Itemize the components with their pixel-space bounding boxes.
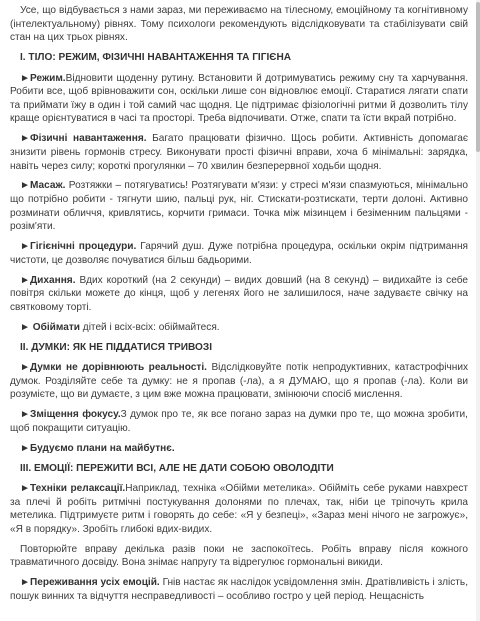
item-emotions: [10, 576, 468, 603]
item-lead: ►Фізичні навантаження.: [20, 133, 147, 145]
item-text: Наприклад, техніка «Обійми метелика». Обійміть себе руками навхрест за плечі й робіть ритмічні постукування долонями по плечах, так, ніби це тріпочуть крила метелика. Підтримуєте ритм і говорять до себе: «Я у безпеці», «Зараз мені нічого не загрожує», «Я в порядку». Зробіть глибокі вдих-видих.: [10, 483, 468, 535]
item-relaxation: [10, 482, 468, 536]
item-text: Гарячий душ. Дуже потрібна процедура, оскільки окрім підтримання чистоти, це дозволяє почуватися більш бадьорими.: [10, 241, 468, 266]
item-plans: [10, 442, 468, 456]
item-physical-activity: [10, 132, 468, 173]
item-text: Відслідковуйте потік непродуктивних, катастрофічних думок. Розділяйте себе та думку: не я пропав (-ла), а я ДУМАЮ, що я пропав (-ла). Коли ви розумієте, що ви думаєте, з цим вже можна працювати, змінюючи спосіб мислення.: [10, 362, 469, 401]
item-breathing: [10, 274, 468, 315]
item-text: З думок про те, як все погано зараз на думки про те, що можна зробити, щоб покращити ситуацію.: [10, 409, 468, 434]
item-lead: ►Гігієнічні процедури.: [20, 241, 137, 253]
item-text: Відновити щоденну рутину. Встановити й дотримуватись режиму сну та харчування. Робити все, щоб врівноважити сон, оскільки лише сон відновлює емоції. Старатися лягати спати та приймати їжу в один і той самий час щодня. Це підтримає фізіологічні ритми й дозволить тілу краще орієнтуватися в часі та просторі. Треба відпочивати. Отже, спати та їсти вкрай потрібно.: [10, 72, 468, 125]
paragraph-text: Повторюйте вправу декілька разів поки не заспокоїтесь. Робіть вправу після кожного травматичного досвіду. Вона знімає напругу та відрегулює гормональні викиди.: [10, 543, 468, 569]
item-lead: ►Думки не дорівнюють реальності.: [20, 362, 207, 374]
section-heading-emotions: ІІІ. ЕМОЦІЇ: ПЕРЕЖИТИ ВСІ, АЛЕ НЕ ДАТИ СОБОЮ ОВОЛОДІТИ: [20, 462, 334, 474]
item-lead: ►Режим.: [20, 72, 66, 84]
item-regime: [10, 72, 468, 126]
item-lead: ►Техніки релаксації.: [20, 483, 126, 495]
vertical-scrollbar[interactable]: [476, 0, 480, 621]
item-focus-shift: [10, 408, 468, 435]
item-thoughts-reality: [10, 361, 468, 402]
item-lead: ►Масаж.: [20, 180, 66, 192]
scrollbar-thumb[interactable]: [476, 2, 480, 152]
item-text: Гнів настає як наслідок усвідомлення змін. Дратівливість і злість, пошук винних та відчуття несправедливості – особливо гостро у цей період. Нещасність: [10, 577, 468, 602]
item-lead: ►Зміщення фокусу.: [20, 409, 121, 421]
repeat-paragraph: [10, 543, 468, 570]
item-massage: [10, 179, 468, 233]
item-lead: ►Будуємо плани на майбутнє.: [20, 442, 175, 454]
item-lead: ►Дихання.: [20, 274, 76, 286]
item-hugs: [10, 321, 468, 335]
item-text: Вдих короткий (на 2 секунди) – видих довший (на 8 секунд) – видихайте із себе повітря скільки можете до кінця, щоб у легенях його не залишилося, наче задуваєте свічку на святковому торті.: [10, 274, 468, 313]
item-lead: ► Обіймати: [20, 321, 80, 333]
item-lead: ►Переживання усіх емоцій.: [20, 577, 160, 589]
section-heading-body: І. ТІЛО: РЕЖИМ, ФІЗИЧНІ НАВАНТАЖЕННЯ ТА ГІГІЄНА: [20, 52, 292, 64]
item-hygiene: [10, 240, 468, 267]
intro-paragraph: [10, 4, 468, 45]
intro-text: Усе, що відбувається з нами зараз, ми переживаємо на тілесному, емоційному та когнітивному (інтелектуальному) рівнях. Тому психологи рекомендують відслідковувати та стабілізувати свій стан на цих трьох рівнях.: [10, 5, 468, 44]
item-text: Багато працювати фізично. Щось робити. Активність допомагає знизити рівень гормонів стресу. Виконувати прості фізичні вправи, хоча б мінімальні: зарядка, навіть через силу; короткі прогулянки – 70 хвилин безперервної ходьби щодня.: [10, 133, 468, 172]
item-text: Розтяжки – потягуватись! Розтягувати м'язи: у стресі м'язи спазмуються, мінімально що потрібно робити - тягнути шию, пальці рук, ніг. Стискати-розтискати, терти долоні. Активно розминати обличчя, кривлятись, корчити гримаси. Точка між мізинцем і безіменним пальцями - розім'яти.: [10, 180, 468, 233]
section-heading-thoughts: ІІ. ДУМКИ: ЯК НЕ ПІДДАТИСЯ ТРИВОЗІ: [20, 341, 213, 353]
item-text: дітей і всіх-всіх: обіймайтеся.: [80, 321, 220, 333]
